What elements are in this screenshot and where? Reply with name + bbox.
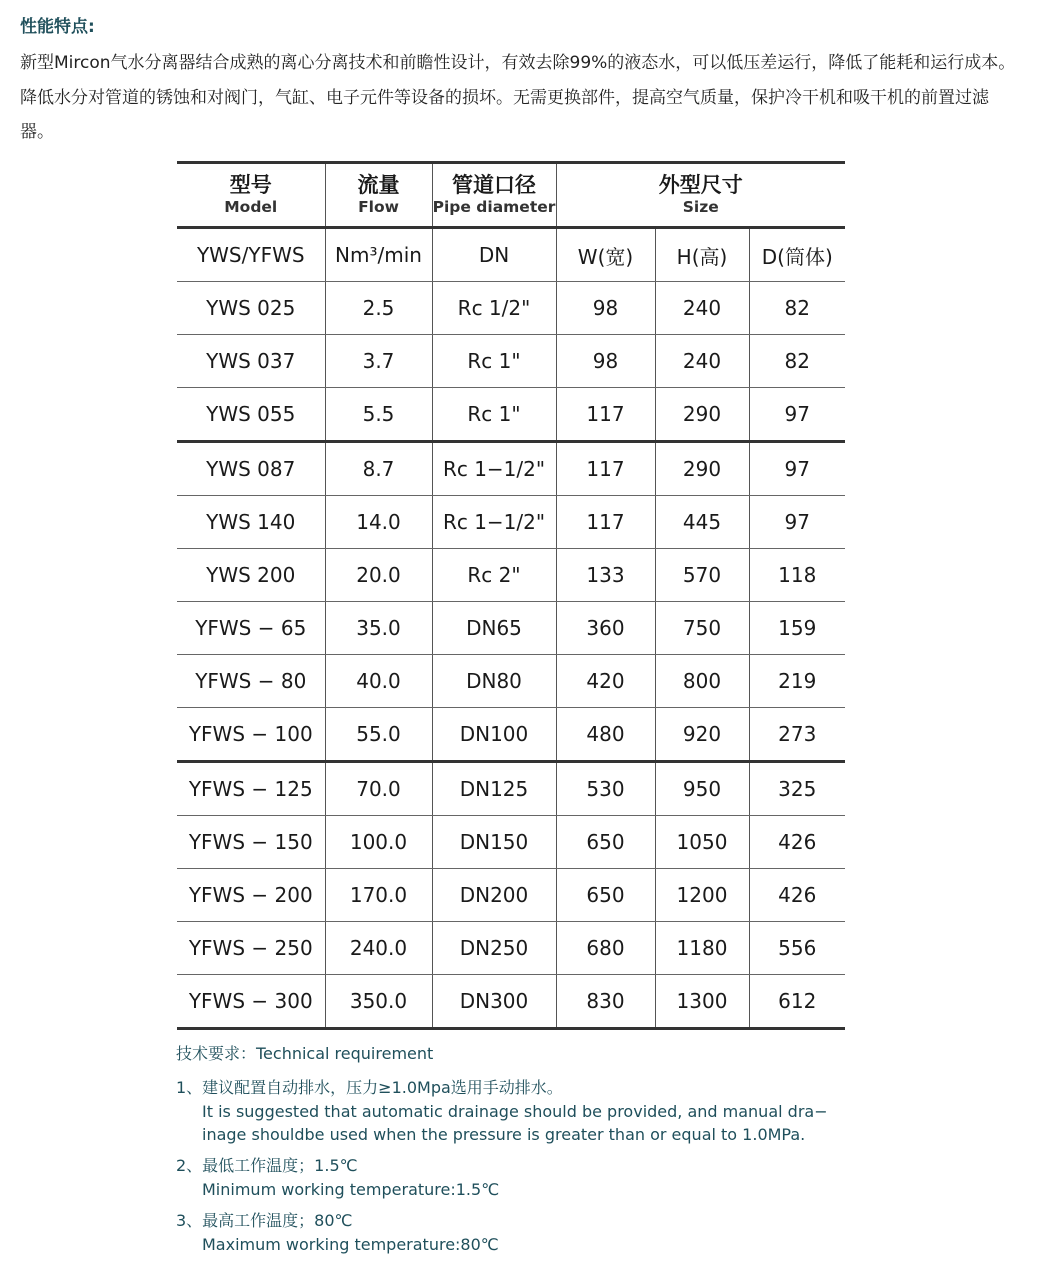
table-cell: YFWS − 150 bbox=[177, 816, 325, 869]
header-pipe-diameter-zh: 管道口径 bbox=[452, 173, 536, 197]
table-cell: 950 bbox=[655, 762, 749, 816]
table-cell: 35.0 bbox=[325, 602, 432, 655]
table-cell: YFWS − 65 bbox=[177, 602, 325, 655]
note-item bbox=[176, 1209, 876, 1256]
table-cell: 14.0 bbox=[325, 496, 432, 549]
table-cell: 118 bbox=[749, 549, 845, 602]
table-cell: 530 bbox=[556, 762, 655, 816]
header-flow-zh: 流量 bbox=[357, 173, 400, 197]
table-cell: 170.0 bbox=[325, 869, 432, 922]
table-cell: YFWS − 200 bbox=[177, 869, 325, 922]
table-cell: 650 bbox=[556, 816, 655, 869]
note-item bbox=[176, 1154, 876, 1201]
table-cell: YWS 140 bbox=[177, 496, 325, 549]
table-cell: 290 bbox=[655, 388, 749, 442]
table-cell: 650 bbox=[556, 869, 655, 922]
header-pipe-diameter-en: Pipe diameter bbox=[432, 198, 556, 216]
table-row bbox=[177, 496, 845, 549]
table-cell: 97 bbox=[749, 442, 845, 496]
table-row bbox=[177, 602, 845, 655]
table-row bbox=[177, 335, 845, 388]
table-row bbox=[177, 549, 845, 602]
table-row bbox=[177, 975, 845, 1029]
table-cell: Rc 1" bbox=[432, 388, 556, 442]
table-cell: 325 bbox=[749, 762, 845, 816]
table-cell: DN250 bbox=[432, 922, 556, 975]
header-model-zh: 型号 bbox=[229, 173, 272, 197]
table-cell: YFWS − 80 bbox=[177, 655, 325, 708]
table-cell: 480 bbox=[556, 708, 655, 762]
note-en: It is suggested that automatic drainage should be provided, and manual dra− bbox=[202, 1102, 828, 1121]
requirements-title: 技术要求：Technical requirement bbox=[176, 1044, 434, 1063]
table-cell: 360 bbox=[556, 602, 655, 655]
table-cell: 290 bbox=[655, 442, 749, 496]
note-item bbox=[176, 1076, 876, 1146]
table-row bbox=[177, 869, 845, 922]
units-row bbox=[177, 228, 845, 282]
table-row bbox=[177, 655, 845, 708]
table-cell: 100.0 bbox=[325, 816, 432, 869]
header-flow-en: Flow bbox=[358, 198, 399, 216]
unit-cell: YWS/YFWS bbox=[177, 228, 325, 282]
table-row bbox=[177, 816, 845, 869]
table-cell: 750 bbox=[655, 602, 749, 655]
table-cell: YWS 037 bbox=[177, 335, 325, 388]
note-en: Minimum working temperature:1.5℃ bbox=[202, 1180, 500, 1199]
unit-cell: H(高) bbox=[655, 228, 749, 282]
table-row bbox=[177, 762, 845, 816]
table-cell: YFWS − 125 bbox=[177, 762, 325, 816]
table-cell: Rc 1" bbox=[432, 335, 556, 388]
table-cell: 98 bbox=[556, 282, 655, 335]
technical-requirements bbox=[176, 1040, 876, 1256]
table-cell: 1300 bbox=[655, 975, 749, 1029]
table-cell: YWS 025 bbox=[177, 282, 325, 335]
table-cell: Rc 2" bbox=[432, 549, 556, 602]
table-cell: 82 bbox=[749, 282, 845, 335]
table-cell: 426 bbox=[749, 869, 845, 922]
table-cell: DN150 bbox=[432, 816, 556, 869]
table-cell: 5.5 bbox=[325, 388, 432, 442]
table-cell: YFWS − 250 bbox=[177, 922, 325, 975]
table-cell: 3.7 bbox=[325, 335, 432, 388]
table-cell: 70.0 bbox=[325, 762, 432, 816]
table-cell: 2.5 bbox=[325, 282, 432, 335]
header-size bbox=[556, 163, 845, 228]
note-en: Maximum working temperature:80℃ bbox=[202, 1235, 499, 1254]
table-cell: 8.7 bbox=[325, 442, 432, 496]
table-cell: Rc 1−1/2" bbox=[432, 496, 556, 549]
table-cell: DN300 bbox=[432, 975, 556, 1029]
table-cell: 350.0 bbox=[325, 975, 432, 1029]
table-cell: YFWS − 100 bbox=[177, 708, 325, 762]
note-zh: 2、最低工作温度；1.5℃ bbox=[176, 1156, 358, 1175]
table-cell: 159 bbox=[749, 602, 845, 655]
table-cell: Rc 1−1/2" bbox=[432, 442, 556, 496]
table-cell: 20.0 bbox=[325, 549, 432, 602]
header-model bbox=[177, 163, 325, 228]
table-row bbox=[177, 708, 845, 762]
table-cell: DN65 bbox=[432, 602, 556, 655]
table-cell: DN100 bbox=[432, 708, 556, 762]
header-size-en: Size bbox=[682, 198, 719, 216]
table-cell: 1050 bbox=[655, 816, 749, 869]
table-cell: DN80 bbox=[432, 655, 556, 708]
table-row bbox=[177, 922, 845, 975]
header-model-en: Model bbox=[224, 198, 278, 216]
table-cell: YFWS − 300 bbox=[177, 975, 325, 1029]
intro-paragraph: 新型Mircon气水分离器结合成熟的离心分离技术和前瞻性设计，有效去除99%的液态水，可以低压差运行，降低了能耗和运行成本。降低水分对管道的锈蚀和对阀门，气缸、电子元件等设备的损坏。无需更换部件，提高空气质量，保护冷干机和吸干机的前置过滤器。 bbox=[20, 53, 1016, 142]
table-cell: 98 bbox=[556, 335, 655, 388]
table-cell: YWS 055 bbox=[177, 388, 325, 442]
table-cell: 612 bbox=[749, 975, 845, 1029]
table-cell: 240 bbox=[655, 282, 749, 335]
table-cell: Rc 1/2" bbox=[432, 282, 556, 335]
table-cell: 40.0 bbox=[325, 655, 432, 708]
table-cell: DN200 bbox=[432, 869, 556, 922]
table-cell: 55.0 bbox=[325, 708, 432, 762]
table-cell: 97 bbox=[749, 496, 845, 549]
note-en: inage shouldbe used when the pressure is greater than or equal to 1.0MPa. bbox=[202, 1125, 806, 1144]
note-zh: 3、最高工作温度；80℃ bbox=[176, 1211, 353, 1230]
table-cell: 920 bbox=[655, 708, 749, 762]
table-cell: 117 bbox=[556, 496, 655, 549]
table-cell: YWS 200 bbox=[177, 549, 325, 602]
note-zh: 1、建议配置自动排水，压力≥1.0Mpa选用手动排水。 bbox=[176, 1078, 563, 1097]
table-cell: 830 bbox=[556, 975, 655, 1029]
header-pipe-diameter bbox=[432, 163, 556, 228]
table-cell: 97 bbox=[749, 388, 845, 442]
section-title: 性能特点: bbox=[20, 17, 95, 37]
table-cell: DN125 bbox=[432, 762, 556, 816]
table-cell: 273 bbox=[749, 708, 845, 762]
table-row bbox=[177, 282, 845, 335]
table-row bbox=[177, 442, 845, 496]
table-cell: 445 bbox=[655, 496, 749, 549]
table-cell: 556 bbox=[749, 922, 845, 975]
table-header-row bbox=[177, 163, 845, 228]
header-size-zh: 外型尺寸 bbox=[658, 173, 743, 197]
spec-table bbox=[177, 161, 845, 1030]
table-cell: 240 bbox=[655, 335, 749, 388]
unit-cell: D(筒体) bbox=[749, 228, 845, 282]
table-cell: 1180 bbox=[655, 922, 749, 975]
table-cell: 133 bbox=[556, 549, 655, 602]
unit-cell: Nm³/min bbox=[325, 228, 432, 282]
table-cell: 82 bbox=[749, 335, 845, 388]
table-cell: 219 bbox=[749, 655, 845, 708]
unit-cell: W(宽) bbox=[556, 228, 655, 282]
table-cell: 240.0 bbox=[325, 922, 432, 975]
table-cell: 426 bbox=[749, 816, 845, 869]
table-cell: 1200 bbox=[655, 869, 749, 922]
header-flow bbox=[325, 163, 432, 228]
table-cell: 420 bbox=[556, 655, 655, 708]
table-cell: 680 bbox=[556, 922, 655, 975]
table-cell: YWS 087 bbox=[177, 442, 325, 496]
table-row bbox=[177, 388, 845, 442]
table-cell: 117 bbox=[556, 442, 655, 496]
table-cell: 117 bbox=[556, 388, 655, 442]
table-cell: 800 bbox=[655, 655, 749, 708]
table-cell: 570 bbox=[655, 549, 749, 602]
unit-cell: DN bbox=[432, 228, 556, 282]
